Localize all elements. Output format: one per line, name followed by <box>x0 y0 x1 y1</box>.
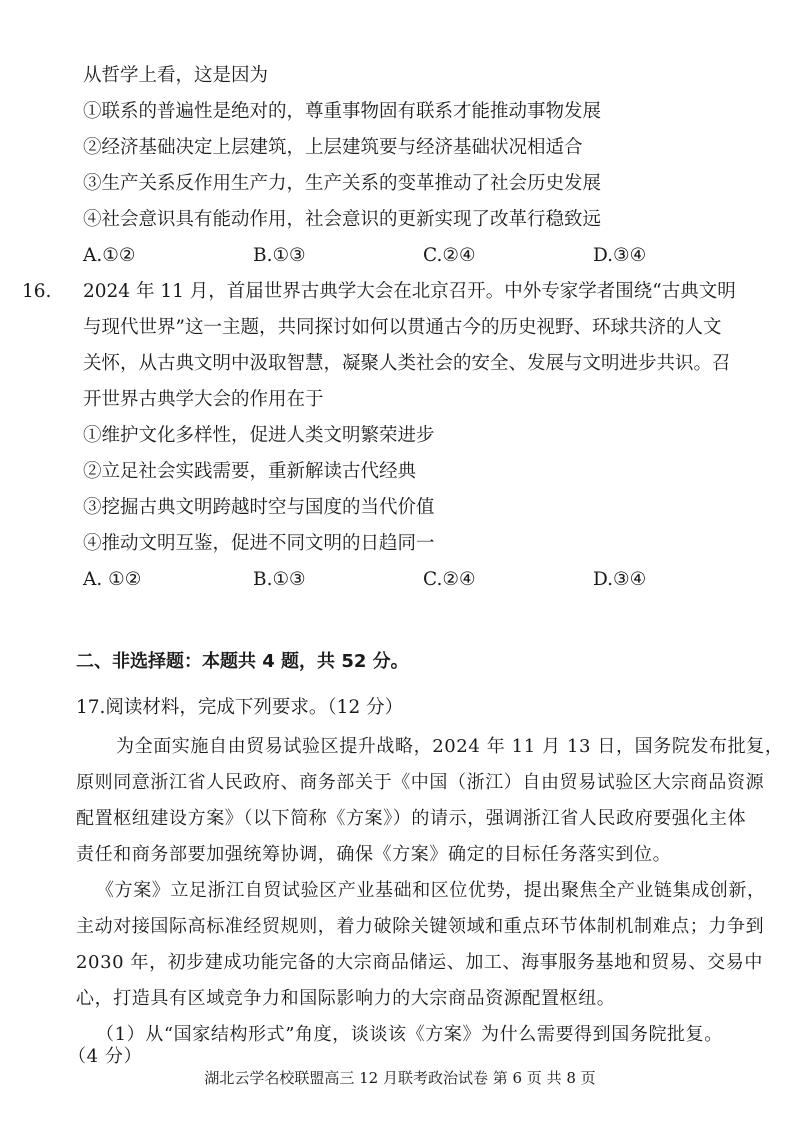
q16-option-c: C.②④ <box>423 569 476 590</box>
page-footer: 湖北云学名校联盟高三 12 月联考政治试卷 第 6 页 共 8 页 <box>204 1069 596 1087</box>
q15-options <box>83 244 723 268</box>
q15-item-4: ④社会意识具有能动作用，社会意识的更新实现了改革行稳致远 <box>83 209 602 230</box>
q15-item-2: ②经济基础决定上层建筑，上层建筑要与经济基础状况相适合 <box>83 137 583 158</box>
q16-item-1: ①维护文化多样性，促进人类文明繁荣进步 <box>83 425 435 446</box>
q16-option-b: B.①③ <box>253 569 306 590</box>
q17-sub1-line-1: （1）从“国家结构形式”角度，谈谈该《方案》为什么需要得到国务院批复。 <box>96 1024 723 1045</box>
q15-item-3: ③生产关系反作用生产力，生产关系的变革推动了社会历史发展 <box>83 173 602 194</box>
q15-option-b: B.①③ <box>253 245 306 266</box>
q15-option-a: A.①② <box>83 245 136 266</box>
q15-option-c: C.②④ <box>423 245 476 266</box>
q16-stem-line-2: 与现代世界”这一主题，共同探讨如何以贯通古今的历史视野、环球共济的人文 <box>83 317 722 338</box>
q16-item-2: ②立足社会实践需要，重新解读古代经典 <box>83 461 417 482</box>
q16-option-a: A. ①② <box>83 569 142 590</box>
q15-item-1: ①联系的普遍性是绝对的，尊重事物固有联系才能推动事物发展 <box>83 101 602 122</box>
q17-para1-line-4: 责任和商务部要加强统筹协调，确保《方案》确定的目标任务落实到位。 <box>76 844 672 865</box>
q16-number: 16. <box>22 281 52 302</box>
q15-option-d: D.③④ <box>593 245 647 266</box>
q17-para2-line-3: 2030 年，初步建成功能完备的大宗商品储运、加工、海事服务基地和贸易、交易中 <box>76 952 763 973</box>
q16-item-3: ③挖掘古典文明跨越时空与国度的当代价值 <box>83 497 435 518</box>
q17-para1-line-2: 原则同意浙江省人民政府、商务部关于《中国（浙江）自由贸易试验区大宗商品资源 <box>76 772 765 793</box>
q17-para2-line-4: 心，打造具有区域竞争力和国际影响力的大宗商品资源配置枢纽。 <box>76 988 616 1009</box>
q16-item-4: ④推动文明互鉴，促进不同文明的日趋同一 <box>83 533 435 554</box>
q16-options <box>83 568 723 592</box>
q17-para2-line-1: 《方案》立足浙江自贸试验区产业基础和区位优势，提出聚焦全产业链集成创新， <box>96 880 766 901</box>
q17-para1-line-3: 配置枢纽建设方案》（以下简称《方案》）的请示，强调浙江省人民政府要强化主体 <box>76 808 747 829</box>
q17-sub1-line-2: （4 分） <box>68 1046 143 1067</box>
q16-stem-line-4: 开世界古典学大会的作用在于 <box>83 389 324 410</box>
section-2-heading: 二、非选择题：本题共 4 题，共 52 分。 <box>76 651 409 672</box>
q17-para2-line-2: 主动对接国际高标准经贸规则，着力破除关键领域和重点环节体制机制难点；力争到 <box>76 916 765 937</box>
q16-stem-line-3: 关怀，从古典文明中汲取智慧，凝聚人类社会的安全、发展与文明进步共识。召 <box>83 353 731 374</box>
q17-heading: 17.阅读材料，完成下列要求。（12 分） <box>76 697 404 718</box>
q16-stem-line-1: 2024 年 11 月，首届世界古典学大会在北京召开。中外专家学者围绕“古典文明 <box>83 281 736 302</box>
q15-stem-end: 从哲学上看，这是因为 <box>83 65 269 86</box>
q16-option-d: D.③④ <box>593 569 647 590</box>
q17-para1-line-1: 为全面实施自由贸易试验区提升战略，2024 年 11 月 13 日，国务院发布批复， <box>116 736 784 757</box>
